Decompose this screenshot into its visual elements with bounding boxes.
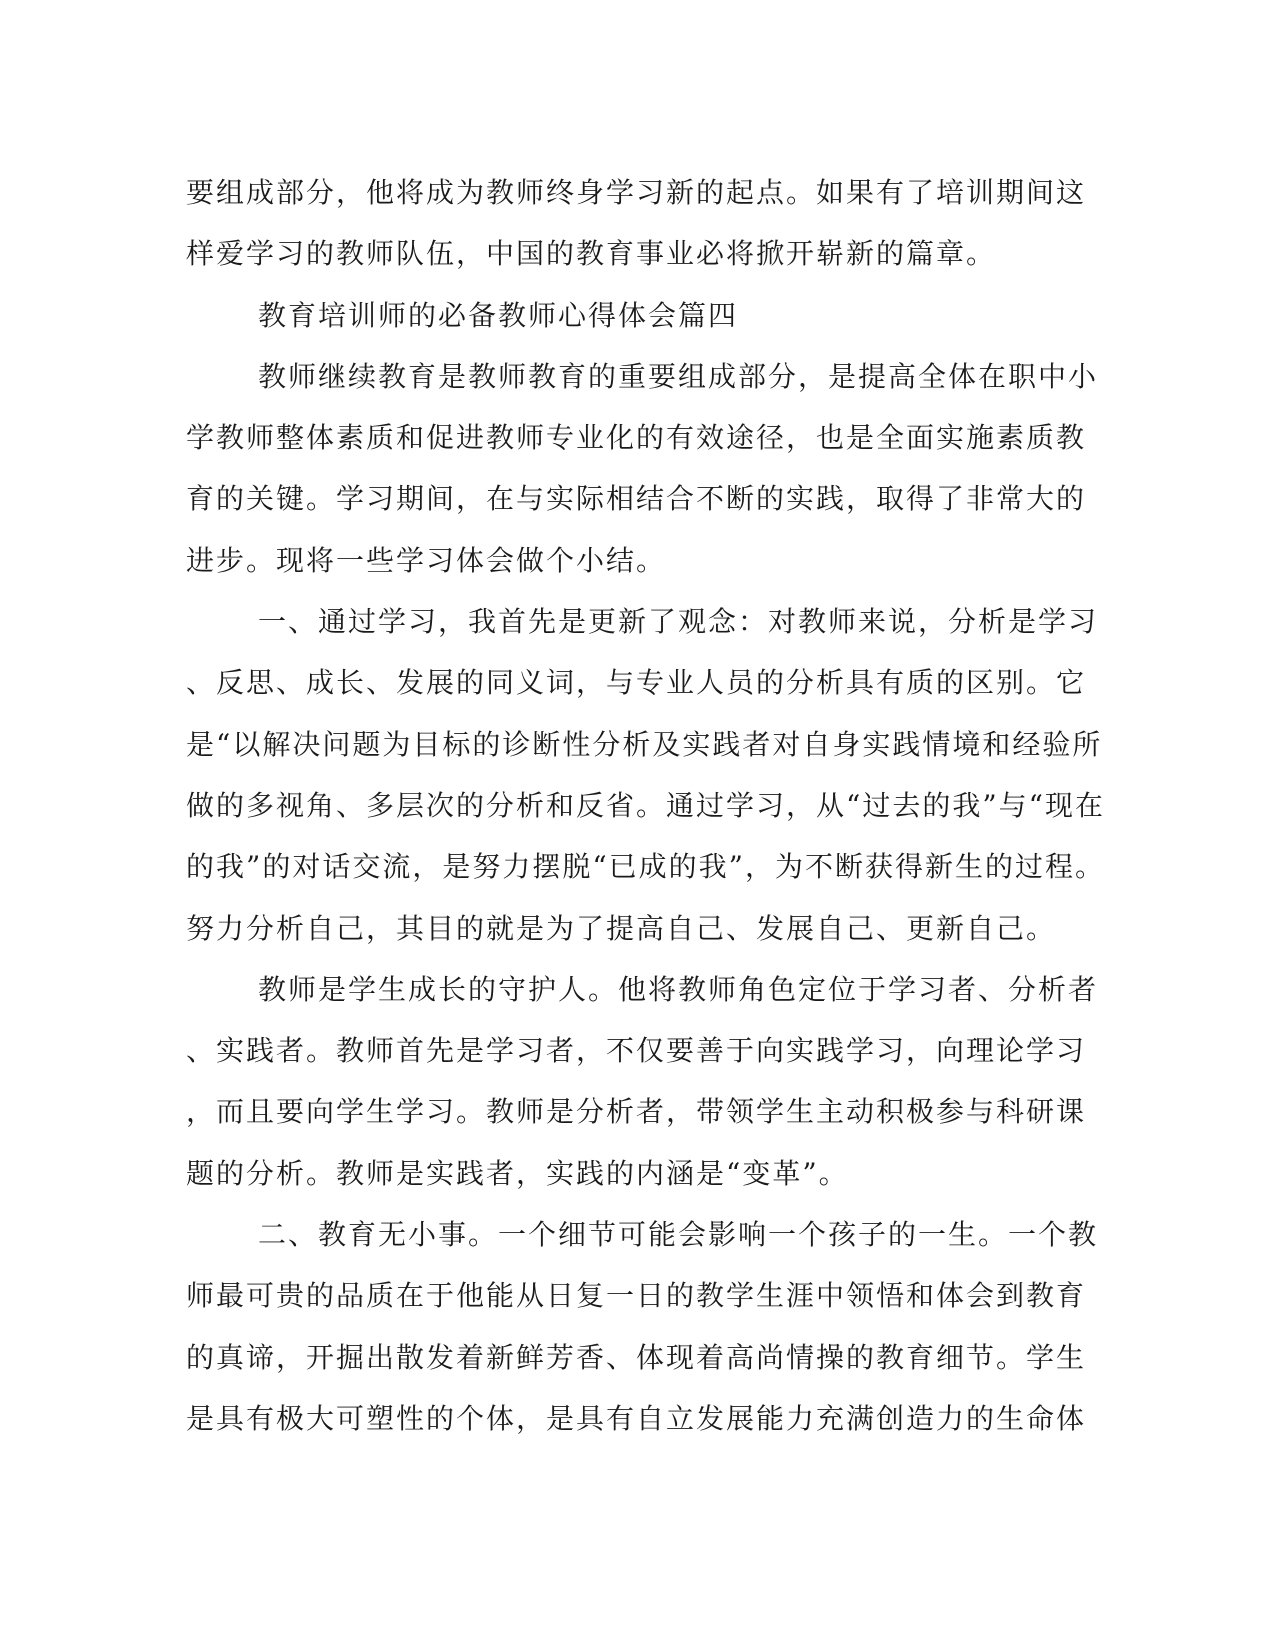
text-line: 样爱学习的教师队伍，中国的教育事业必将掀开崭新的篇章。 <box>186 237 997 271</box>
text-line: 、反思、成长、发展的同义词，与专业人员的分析具有质的区别。它 <box>186 666 1087 700</box>
text-line: 学教师整体素质和促进教师专业化的有效途径，也是全面实施素质教 <box>186 421 1087 455</box>
text-line: 一、通过学习，我首先是更新了观念：对教师来说，分析是学习 <box>258 605 1099 639</box>
text-line: 题的分析。教师是实践者，实践的内涵是“变革”。 <box>186 1156 849 1190</box>
text-line: 、实践者。教师首先是学习者，不仅要善于向实践学习，向理论学习 <box>186 1034 1087 1068</box>
text-line: 的真谛，开掘出散发着新鲜芳香、体现着高尚情操的教育细节。学生 <box>186 1340 1087 1374</box>
text-line: 进步。现将一些学习体会做个小结。 <box>186 543 667 577</box>
text-line: ，而且要向学生学习。教师是分析者，带领学生主动积极参与科研课 <box>186 1095 1087 1129</box>
text-line: 要组成部分，他将成为教师终身学习新的起点。如果有了培训期间这 <box>186 176 1087 209</box>
text-line: 教师是学生成长的守护人。他将教师角色定位于学习者、分析者 <box>258 972 1099 1006</box>
text-line: 教师继续教育是教师教育的重要组成部分，是提高全体在职中小 <box>258 359 1099 393</box>
text-line: 是“以解决问题为目标的诊断性分析及实践者对自身实践情境和经验所 <box>186 727 1103 761</box>
text-line: 的我”的对话交流，是努力摆脱“已成的我”，为不断获得新生的过程。 <box>186 850 1105 884</box>
text-line: 师最可贵的品质在于他能从日复一日的教学生涯中领悟和体会到教育 <box>186 1279 1087 1313</box>
text-line: 做的多视角、多层次的分析和反省。通过学习，从“过去的我”与“现在 <box>186 788 1105 822</box>
section-heading: 教育培训师的必备教师心得体会篇四 <box>258 298 739 332</box>
text-line: 是具有极大可塑性的个体，是具有自立发展能力充满创造力的生命体 <box>186 1401 1087 1435</box>
text-line: 育的关键。学习期间，在与实际相结合不断的实践，取得了非常大的 <box>186 482 1087 516</box>
document-body <box>186 162 1105 1449</box>
text-line: 二、教育无小事。一个细节可能会影响一个孩子的一生。一个教 <box>258 1218 1099 1252</box>
text-line: 努力分析自己，其目的就是为了提高自己、发展自己、更新自己。 <box>186 911 1057 945</box>
